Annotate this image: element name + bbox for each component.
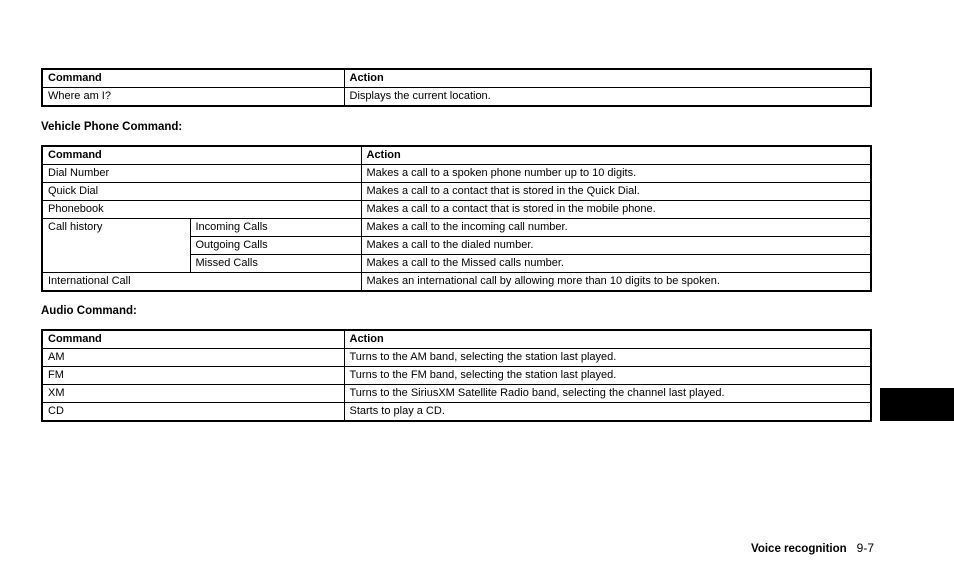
table-header-row (42, 330, 871, 349)
command-cell: Dial Number (42, 165, 361, 183)
page-number: 9-7 (856, 541, 874, 555)
action-cell: Makes a call to the incoming call number. (361, 219, 871, 237)
command-cell: AM (42, 349, 344, 367)
command-group-cell: Call history (42, 219, 190, 273)
action-cell: Makes a call to a contact that is stored in the mobile phone. (361, 201, 871, 219)
action-header: Action (344, 330, 871, 349)
table-row (42, 403, 871, 422)
command-cell: CD (42, 403, 344, 422)
table-row (42, 273, 871, 292)
footer-section-title: Voice recognition (751, 543, 847, 555)
location-command-table (41, 68, 872, 107)
table-row (42, 367, 871, 385)
subcommand-cell: Missed Calls (190, 255, 361, 273)
action-header: Action (344, 69, 871, 88)
table-header-row (42, 146, 871, 165)
action-cell: Makes a call to a spoken phone number up to 10 digits. (361, 165, 871, 183)
command-cell: Phonebook (42, 201, 361, 219)
table-row (42, 349, 871, 367)
phone-command-table (41, 145, 872, 292)
action-cell: Makes a call to the dialed number. (361, 237, 871, 255)
action-cell: Makes a call to a contact that is stored in the Quick Dial. (361, 183, 871, 201)
subcommand-cell: Outgoing Calls (190, 237, 361, 255)
table-header-row (42, 69, 871, 88)
table-row (42, 201, 871, 219)
table-row (42, 183, 871, 201)
action-cell: Turns to the SiriusXM Satellite Radio band, selecting the channel last played. (344, 385, 871, 403)
subcommand-cell: Incoming Calls (190, 219, 361, 237)
command-cell: FM (42, 367, 344, 385)
table-row (42, 385, 871, 403)
command-cell: International Call (42, 273, 361, 292)
command-header: Command (42, 146, 361, 165)
action-header: Action (361, 146, 871, 165)
table-row (42, 219, 871, 237)
action-cell: Makes a call to the Missed calls number. (361, 255, 871, 273)
audio-command-table (41, 329, 872, 422)
command-header: Command (42, 330, 344, 349)
command-cell: Quick Dial (42, 183, 361, 201)
audio-command-heading: Audio Command: (41, 305, 137, 317)
table-row (42, 165, 871, 183)
vehicle-phone-heading: Vehicle Phone Command: (41, 121, 183, 133)
action-cell: Displays the current location. (344, 88, 871, 107)
chapter-tab-marker (880, 388, 954, 421)
action-cell: Turns to the FM band, selecting the station last played. (344, 367, 871, 385)
action-cell: Starts to play a CD. (344, 403, 871, 422)
action-cell: Makes an international call by allowing more than 10 digits to be spoken. (361, 273, 871, 292)
command-cell: Where am I? (42, 88, 344, 107)
action-cell: Turns to the AM band, selecting the station last played. (344, 349, 871, 367)
page-footer (751, 541, 874, 555)
command-cell: XM (42, 385, 344, 403)
command-header: Command (42, 69, 344, 88)
table-row (42, 88, 871, 107)
